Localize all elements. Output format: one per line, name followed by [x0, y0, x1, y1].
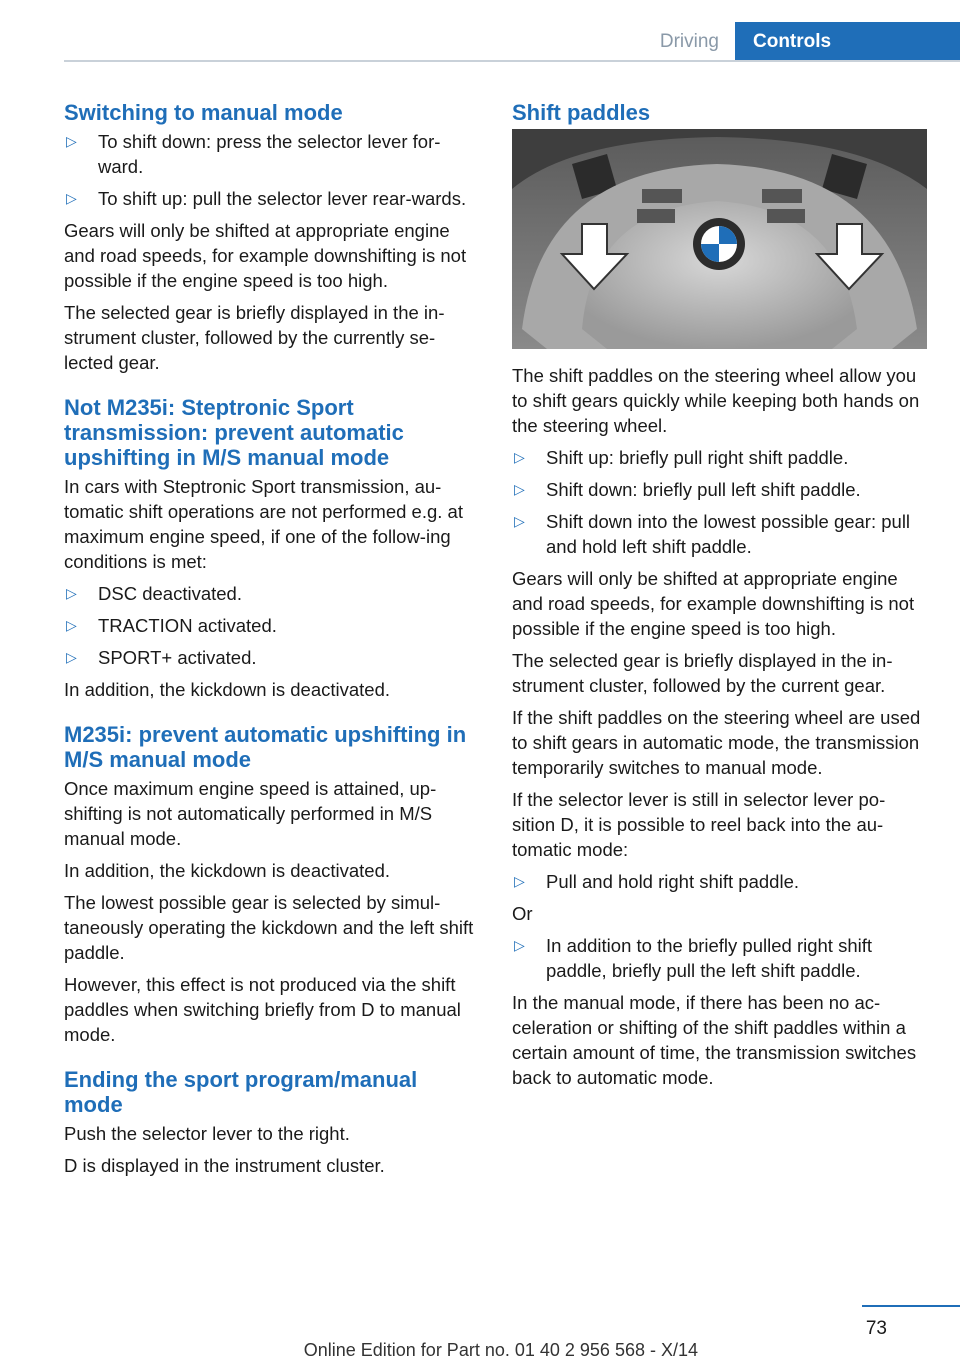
paragraph: The lowest possible gear is selected by simul-taneously operating the kickdown and the left shift paddle.	[64, 892, 474, 963]
right-column	[512, 100, 927, 1097]
triangle-bullet-icon: ▷	[66, 133, 77, 149]
paragraph: If the selector lever is still in selector lever po-sition D, it is possible to reel back into the au-tomatic mode:	[512, 789, 886, 860]
steering-wheel-icon	[512, 129, 927, 349]
triangle-bullet-icon: ▷	[66, 190, 77, 206]
paragraph: If the shift paddles on the steering wheel are used to shift gears in automatic mode, the transmission temporarily switches to manual mode.	[512, 707, 921, 778]
header-section-label: Driving	[659, 31, 719, 52]
section-title: M235i: prevent automatic upshifting in M/S manual mode	[64, 722, 467, 772]
list-item: ▷ Shift up: briefly pull right shift paddle.	[514, 447, 849, 468]
paragraph: The shift paddles on the steering wheel allow you to shift gears quickly while keeping both hands on the steering wheel.	[512, 365, 920, 436]
section-title: Ending the sport program/manual mode	[64, 1067, 418, 1117]
list-item: ▷ Shift down into the lowest possible gear: pull and hold left shift paddle.	[514, 511, 911, 557]
list-item: ▷ Shift down: briefly pull left shift paddle.	[514, 479, 861, 500]
triangle-bullet-icon: ▷	[66, 649, 77, 665]
paragraph: The selected gear is briefly displayed in the in-strument cluster, followed by the current gear.	[512, 650, 893, 696]
header-chapter-tab: Controls	[735, 22, 960, 62]
list-item: ▷ DSC deactivated.	[66, 583, 242, 604]
footer-edition: Online Edition for Part no. 01 40 2 956 568 - X/14	[303, 1340, 698, 1360]
paragraph: Once maximum engine speed is attained, up-shifting is not automatically performed in M/S manual mode.	[64, 778, 437, 849]
bullet-list	[512, 869, 927, 894]
paragraph: Or	[512, 903, 533, 924]
triangle-bullet-icon: ▷	[514, 449, 525, 465]
triangle-bullet-icon: ▷	[514, 937, 525, 953]
triangle-bullet-icon: ▷	[66, 585, 77, 601]
section-title: Shift paddles	[512, 100, 651, 125]
paragraph: In addition, the kickdown is deactivated.	[64, 679, 390, 700]
list-item: ▷ SPORT+ activated.	[66, 647, 257, 668]
left-column	[64, 100, 479, 1185]
steering-wheel-image	[512, 129, 927, 349]
page-number: 73	[865, 1318, 887, 1339]
list-item: ▷ To shift up: pull the selector lever rear-wards.	[66, 188, 467, 209]
paragraph: The selected gear is briefly displayed in the in-strument cluster, followed by the currently se-lected gear.	[64, 302, 445, 373]
list-item: ▷ To shift down: press the selector lever for-ward.	[66, 131, 441, 177]
paragraph: D is displayed in the instrument cluster.	[64, 1155, 385, 1176]
footer-rule	[862, 1305, 960, 1307]
paragraph: Gears will only be shifted at appropriate engine and road speeds, for example downshifting is not possible if the engine speed is too high.	[64, 220, 467, 291]
paragraph: Gears will only be shifted at appropriate engine and road speeds, for example downshifting is not possible if the engine speed is too high.	[512, 568, 915, 639]
list-item: ▷ In addition to the briefly pulled right shift paddle, briefly pull the left shift paddle.	[514, 935, 872, 981]
paragraph: However, this effect is not produced via the shift paddles when switching briefly from D to manual mode.	[64, 974, 461, 1045]
bullet-list	[512, 445, 927, 559]
section-title: Switching to manual mode	[64, 100, 343, 125]
list-item: ▷ Pull and hold right shift paddle.	[514, 871, 800, 892]
paragraph: Push the selector lever to the right.	[64, 1123, 350, 1144]
triangle-bullet-icon: ▷	[514, 513, 525, 529]
paragraph: In cars with Steptronic Sport transmission, au-tomatic shift operations are not performed e.g. at maximum engine speed, if one of the follow-ing conditions is met:	[64, 476, 463, 572]
triangle-bullet-icon: ▷	[514, 481, 525, 497]
bullet-list	[64, 129, 479, 211]
list-item: ▷ TRACTION activated.	[66, 615, 277, 636]
triangle-bullet-icon: ▷	[66, 617, 77, 633]
paragraph: In the manual mode, if there has been no ac-celeration or shifting of the shift paddles within a certain amount of time, the transmission switches back to automatic mode.	[512, 992, 917, 1088]
bullet-list	[512, 933, 927, 983]
paragraph: In addition, the kickdown is deactivated.	[64, 860, 390, 881]
triangle-bullet-icon: ▷	[514, 873, 525, 889]
section-title: Not M235i: Steptronic Sport transmission: prevent automatic upshifting in M/S manual mode	[64, 395, 404, 470]
bullet-list	[64, 581, 479, 670]
header-rule	[64, 60, 960, 62]
